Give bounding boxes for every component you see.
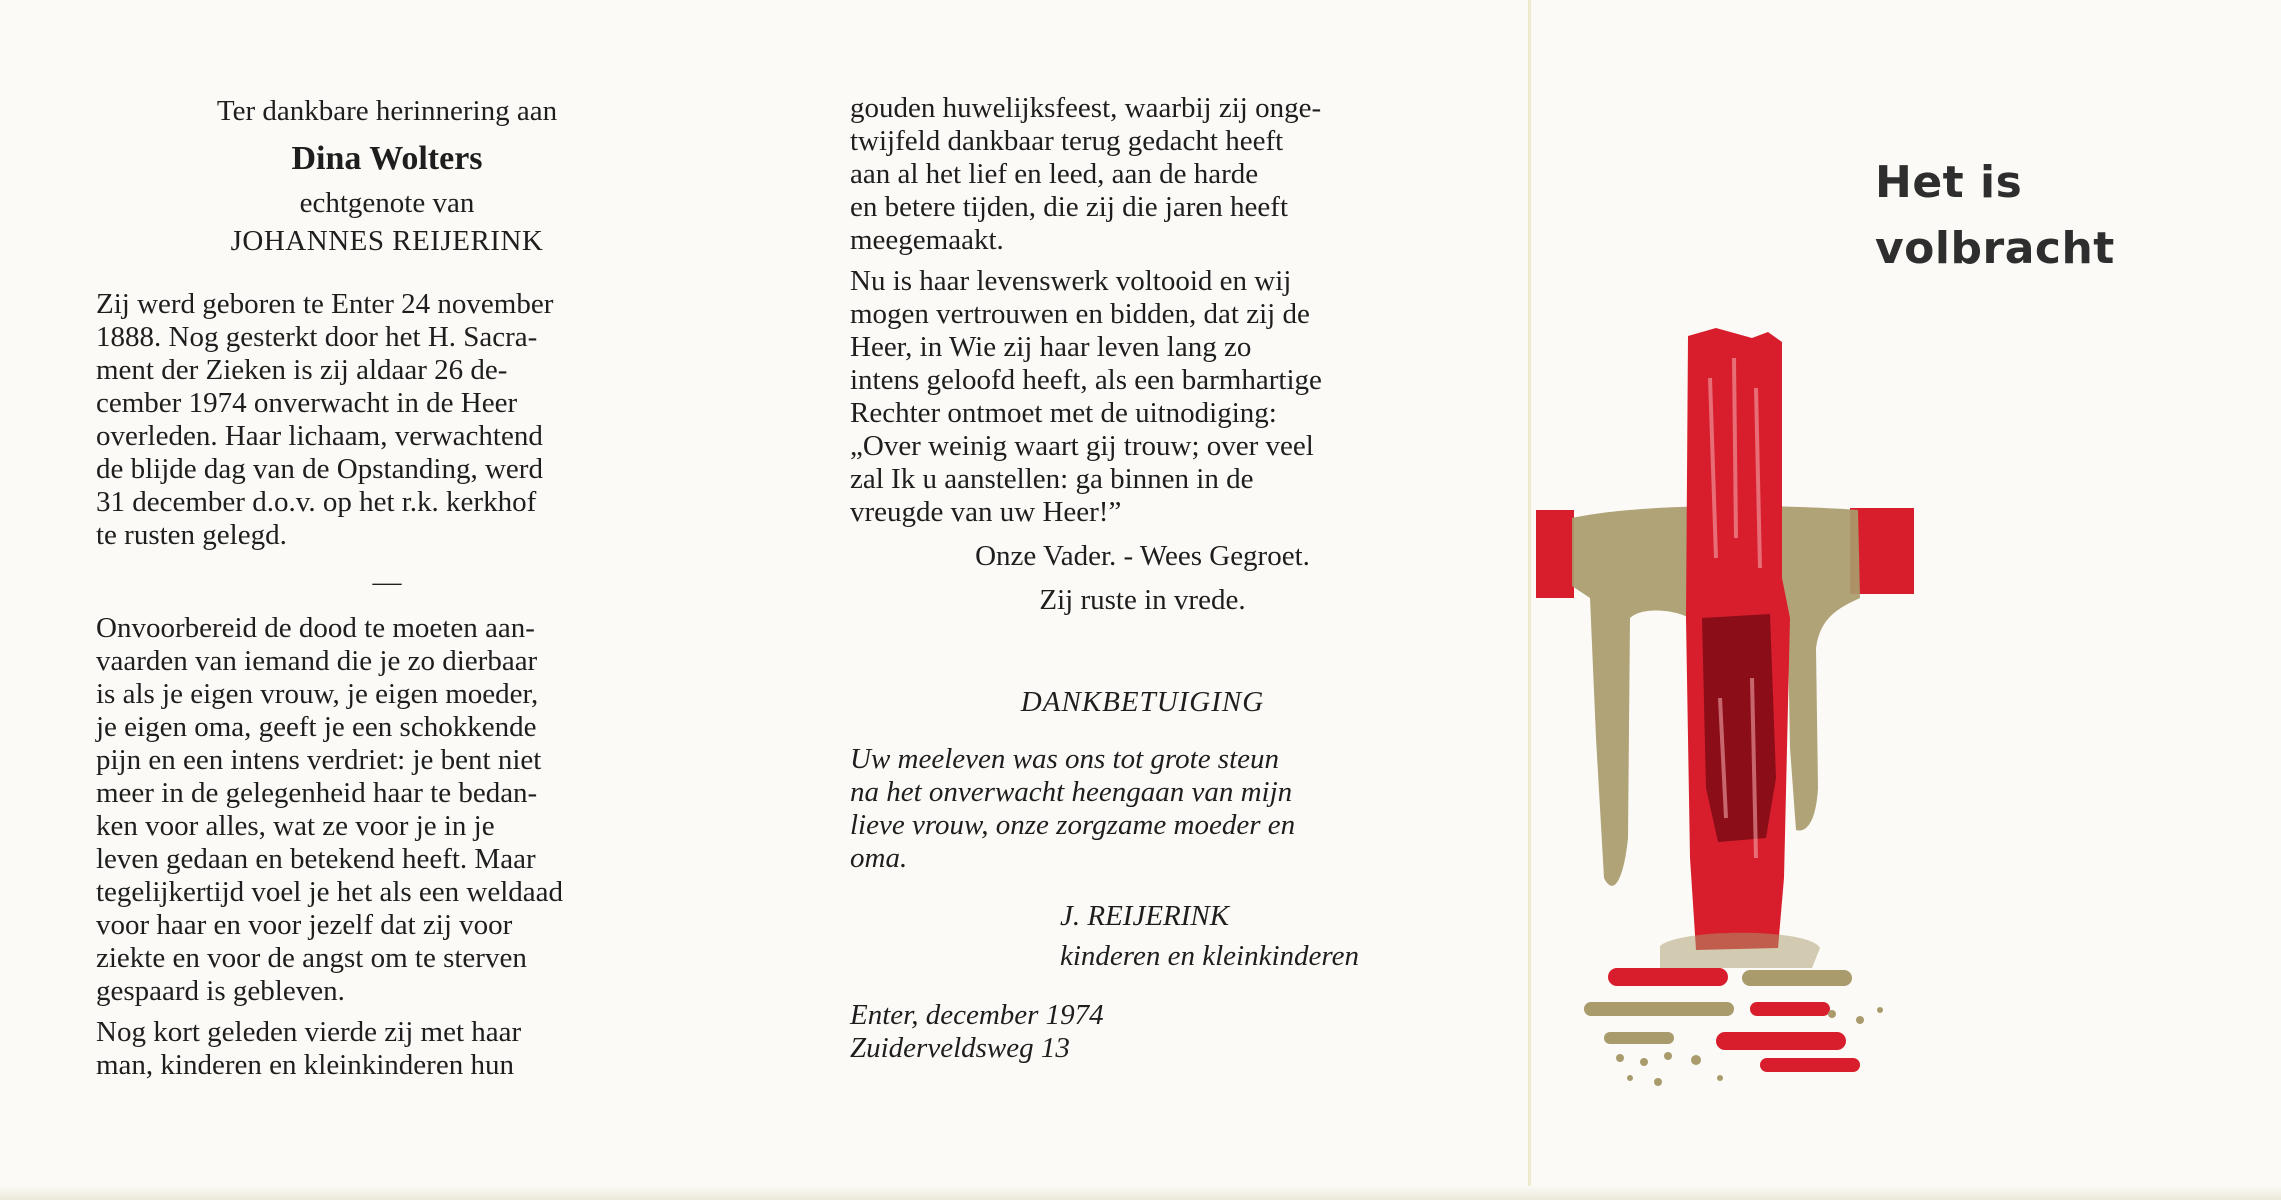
spouse-name: JOHANNES REIJERINK [230, 225, 544, 257]
deceased-name: Dina Wolters [291, 140, 483, 177]
cover-title-line: Het is [1875, 157, 2023, 208]
reflection-line: ziekte en voor de angst om te sterven [96, 942, 527, 974]
ground-stroke [1760, 1058, 1860, 1072]
ground-stroke [1750, 1002, 1830, 1016]
reflection-line: voor haar en voor jezelf dat zij voor [96, 909, 513, 941]
reflection-line: meer in de gelegenheid haar te bedan- [96, 777, 538, 809]
signature-subtitle: kinderen en kleinkinderen [1060, 940, 1359, 972]
continued-line: gouden huwelijksfeest, waarbij zij onge- [850, 92, 1322, 124]
section-divider: — [372, 566, 402, 598]
reflection-line: vaarden van iemand die je zo dierbaar [96, 645, 538, 677]
reflection-line: gespaard is gebleven. [96, 975, 345, 1007]
bio-line: ment der Zieken is zij aldaar 26 de- [96, 354, 508, 386]
signature-name: J. REIJERINK [1060, 900, 1230, 932]
cross-dark-texture [1702, 614, 1776, 842]
continued-line: en betere tijden, die zij die jaren heeft [850, 191, 1289, 223]
continued-line: twijfeld dankbaar terug gedacht heeft [850, 125, 1284, 157]
faith-line: Nu is haar levenswerk voltooid en wij [850, 265, 1292, 297]
continued-paragraph [850, 92, 1435, 257]
continuation-paragraph [96, 1016, 678, 1082]
reflection-line: ken voor alles, wat ze voor je in je [96, 810, 495, 842]
faith-line: intens geloofd heeft, als een barmhartige [850, 364, 1322, 396]
faith-line: „Over weinig waart gij trouw; over veel [850, 430, 1314, 462]
thanks-paragraph [850, 743, 1435, 875]
reflection-line: pijn en een intens verdriet: je bent niet [96, 744, 542, 776]
spouse-intro: echtgenote van [299, 187, 475, 219]
bio-line: Zij werd geboren te Enter 24 november [96, 288, 554, 320]
ground-stroke [1604, 1032, 1674, 1044]
card-bottom-edge [0, 1186, 2281, 1200]
address: Zuiderveldsweg 13 [850, 1032, 1070, 1064]
continued-line: aan al het lief en leed, aan de harde [850, 158, 1259, 190]
thanks-line: Uw meeleven was ons tot grote steun [850, 743, 1280, 775]
bio-line: 31 december d.o.v. op het r.k. kerkhof [96, 486, 537, 518]
bio-line: te rusten gelegd. [96, 519, 287, 551]
right-page [850, 92, 1435, 1065]
thanks-heading: DANKBETUIGING [1020, 686, 1265, 718]
prayer-line: Onze Vader. - Wees Gegroet. [975, 540, 1310, 572]
biography-paragraph [96, 288, 678, 552]
faith-paragraph [850, 265, 1435, 529]
bio-line: 1888. Nog gesterkt door het H. Sacra- [96, 321, 538, 353]
cross-with-cloth-icon [1520, 318, 1940, 1098]
reflection-line: je eigen oma, geeft je een schokkende [96, 711, 537, 743]
thanks-line: oma. [850, 842, 908, 874]
place-date: Enter, december 1974 [850, 999, 1104, 1031]
bio-line: cember 1974 onverwacht in de Heer [96, 387, 518, 419]
faith-line: Rechter ontmoet met de uitnodiging: [850, 397, 1277, 429]
thanks-line: na het onverwacht heengaan van mijn [850, 776, 1293, 808]
bio-line: de blijde dag van de Opstanding, werd [96, 453, 543, 485]
left-page [96, 92, 678, 1082]
reflection-line: tegelijkertijd voel je het als een weldaad [96, 876, 564, 908]
reflection-line: leven gedaan en betekend heeft. Maar [96, 843, 536, 875]
ground-stroke [1584, 1002, 1734, 1016]
thanks-line: lieve vrouw, onze zorgzame moeder en [850, 809, 1296, 841]
cover-title-line: volbracht [1875, 223, 2115, 274]
base-blur [1660, 933, 1820, 968]
continuation-line: Nog kort geleden vierde zij met haar [96, 1016, 522, 1048]
continuation-line: man, kinderen en kleinkinderen hun [96, 1049, 514, 1081]
ground-stroke [1608, 968, 1728, 986]
ground-stroke [1716, 1032, 1846, 1050]
faith-line: mogen vertrouwen en bidden, dat zij de [850, 298, 1310, 330]
bio-line: overleden. Haar lichaam, verwachtend [96, 420, 543, 452]
reflection-line: Onvoorbereid de dood te moeten aan- [96, 612, 535, 644]
continued-line: meegemaakt. [850, 224, 1004, 256]
faith-line: Heer, in Wie zij haar leven lang zo [850, 331, 1252, 363]
signature-block [1060, 897, 1435, 975]
reflection-line: is als je eigen vrouw, je eigen moeder, [96, 678, 539, 710]
faith-line: zal Ik u aanstellen: ga binnen in de [850, 463, 1254, 495]
intro-text: Ter dankbare herinnering aan [216, 95, 558, 127]
rest-in-peace: Zij ruste in vrede. [1039, 584, 1246, 616]
cover-title [1875, 150, 2115, 282]
faith-line: vreugde van uw Heer!” [850, 496, 1122, 528]
reflection-paragraph [96, 612, 678, 1008]
cross-crossbar-left [1536, 510, 1574, 598]
ground-stroke [1742, 970, 1852, 986]
